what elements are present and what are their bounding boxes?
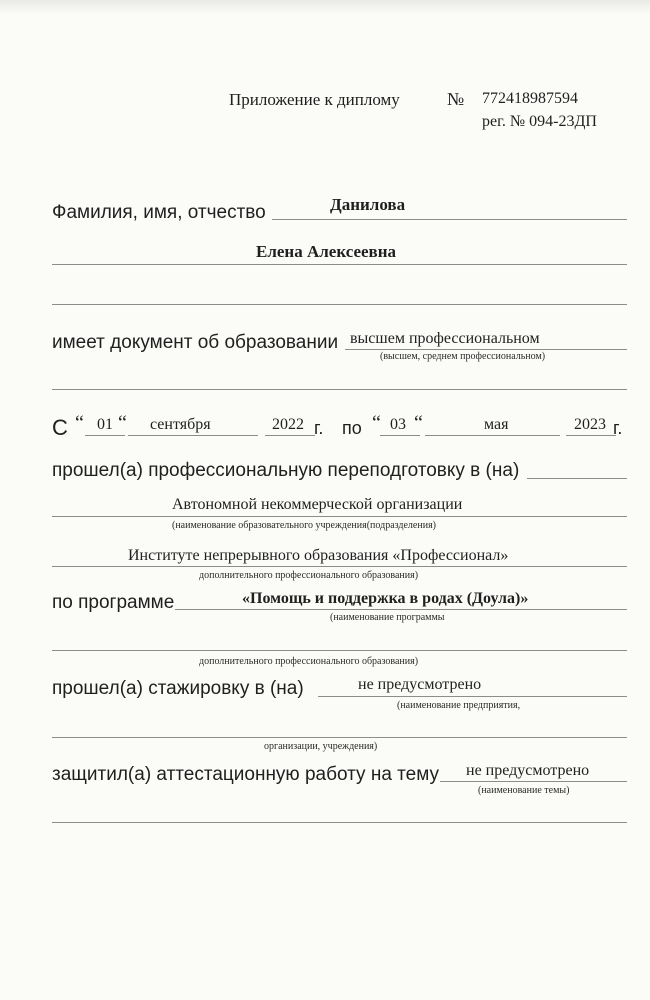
to-day-rule xyxy=(380,435,420,436)
thesis-label: защитил(а) аттестационную работу на тему xyxy=(52,764,439,785)
education-label: имеет документ об образовании xyxy=(52,332,339,353)
name-rule-3 xyxy=(52,304,627,305)
given-names-value: Елена Алексеевна xyxy=(256,242,397,261)
program-hint1: (наименование программы xyxy=(330,612,445,623)
scan-edge xyxy=(0,0,650,14)
internship-hint1: (наименование предприятия, xyxy=(397,700,521,711)
reg-number: рег. № 094-23ДП xyxy=(482,113,597,130)
quote-open-2: “ xyxy=(372,412,381,434)
quote-close-1: “ xyxy=(118,412,127,434)
thesis-rule-2 xyxy=(52,822,627,823)
education-rule xyxy=(345,349,627,350)
from-year-suffix: г. xyxy=(314,418,324,438)
period-from-prefix: С xyxy=(52,415,68,440)
to-year-rule xyxy=(566,435,616,436)
from-day-rule xyxy=(85,435,125,436)
internship-hint2: организации, учреждения) xyxy=(264,741,378,752)
diploma-number: 772418987594 xyxy=(482,90,578,107)
program-label: по программе xyxy=(52,592,175,613)
from-year: 2022 xyxy=(272,416,304,433)
appendix-label: Приложение к диплому xyxy=(229,90,400,109)
program-rule-1 xyxy=(175,609,627,610)
retraining-org-line1: Автономной некоммерческой организации xyxy=(172,496,463,513)
education-value: высшем профессиональном xyxy=(350,330,540,347)
to-day: 03 xyxy=(390,416,406,433)
quote-close-2: “ xyxy=(414,412,423,434)
surname-value: Данилова xyxy=(330,195,406,214)
education-rule-2 xyxy=(52,389,627,390)
retraining-rule-2 xyxy=(52,516,627,517)
name-label: Фамилия, имя, отчество xyxy=(52,202,266,223)
retraining-rule-1 xyxy=(527,478,627,479)
program-value: «Помощь и поддержка в родах (Доула)» xyxy=(242,590,529,607)
retraining-org-line2: Институте непрерывного образования «Профессионал» xyxy=(128,547,509,564)
thesis-hint: (наименование темы) xyxy=(478,785,570,796)
program-hint2: дополнительного профессионального образования) xyxy=(199,656,419,667)
to-year: 2023 xyxy=(574,416,606,433)
thesis-value: не предусмотрено xyxy=(466,762,590,779)
education-hint: (высшем, среднем профессиональном) xyxy=(380,351,546,362)
number-sign: № xyxy=(447,89,465,109)
internship-rule-2 xyxy=(52,737,627,738)
from-month: сентября xyxy=(150,416,211,433)
to-month-rule xyxy=(425,435,560,436)
to-year-suffix: г. xyxy=(613,418,623,438)
internship-label: прошел(а) стажировку в (на) xyxy=(52,678,304,699)
quote-open-1: “ xyxy=(75,412,84,434)
retraining-rule-3 xyxy=(52,566,627,567)
retraining-org-hint1: (наименование образовательного учреждения(подразделения) xyxy=(172,520,436,531)
from-day: 01 xyxy=(97,416,113,433)
retraining-org-hint2: дополнительного профессионального образования) xyxy=(199,570,419,581)
program-rule-2 xyxy=(52,650,627,651)
retraining-label: прошел(а) профессиональную переподготовку в (на) xyxy=(52,460,520,481)
to-month: мая xyxy=(484,416,509,433)
thesis-rule-1 xyxy=(440,781,627,782)
from-year-rule xyxy=(265,435,315,436)
internship-value: не предусмотрено xyxy=(358,676,482,693)
to-label: по xyxy=(342,418,362,438)
name-rule-1 xyxy=(272,219,627,220)
name-rule-2 xyxy=(52,264,627,265)
from-month-rule xyxy=(128,435,258,436)
internship-rule-1 xyxy=(318,696,627,697)
